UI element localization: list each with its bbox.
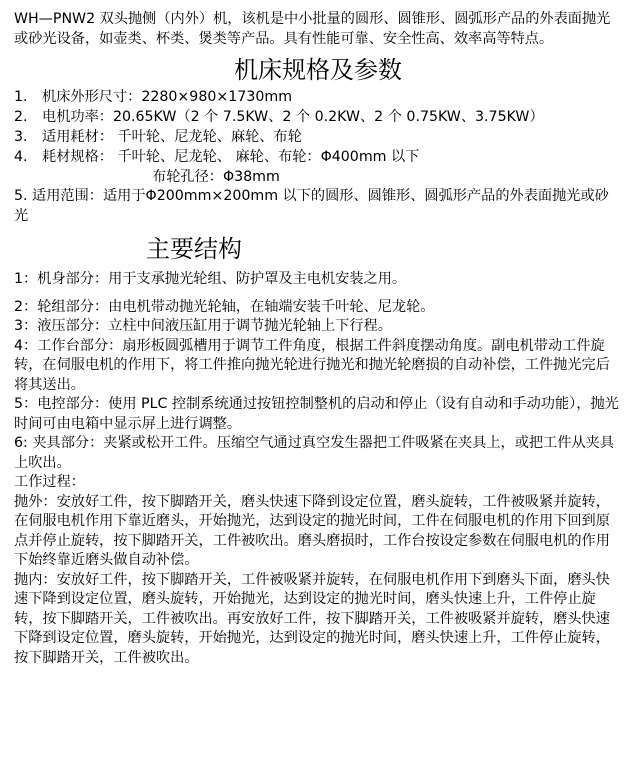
spacer: [14, 290, 622, 298]
spec-item: [14, 107, 622, 127]
specs-heading: 机床规格及参数: [234, 56, 402, 84]
spec-number: 2.: [14, 109, 28, 125]
structure-item: 2：轮组部分：由电机带动抛光轮轴，在轴端安装千叶轮、尼龙轮。: [14, 298, 435, 315]
structure-item: 1：机身部分：用于支承抛光轮组、防护罩及主电机安装之用。: [14, 271, 407, 287]
structure-list: [14, 270, 622, 668]
spec-item-5: 5. 适用范围：适用于Φ200mm×200mm 以下的圆形、圆锥形、圆弧形产品的外表面抛光或砂光: [14, 188, 609, 224]
structure-item: 3：液压部分：立柱中间液压缸用于调节抛光轮轴上下行程。: [14, 318, 392, 334]
spec-item-continuation: 布轮孔径：Φ38mm: [152, 169, 280, 185]
spec-item: [14, 147, 622, 167]
spec-number: 4.: [14, 149, 28, 165]
spec-item: [14, 127, 622, 147]
structure-item: 4：工作台部分：扇形板圆弧槽用于调节工件角度，根据工件斜度摆动角度。副电机带动工件旋转，在伺服电机的作用下，将工件推向抛光轮进行抛光和抛光轮磨损的自动补偿，工件抛光完后将其送出。: [14, 337, 610, 393]
process-outer: 抛外：安放好工件，按下脚踏开关，磨头快速下降到设定位置，磨头旋转，工件被吸紧并旋转，在伺服电机作用下靠近磨头，开始抛光，达到设定的抛光时间，工件在伺服电机的作用下回到原点并停止旋转，按下脚踏开关，工件被吹出。磨头磨损时，工作台按设定参数在伺服电机的作用下始终靠近磨头做自动补偿。: [14, 493, 610, 568]
intro-paragraph: WH—PNW2 双头抛侧（内外）机，该机是中小批量的圆形、圆锥形、圆弧形产品的外表面抛光或砂光设备，如壶类、杯类、煲类等产品。具有性能可靠、安全性高、效率高等特点。: [14, 11, 611, 47]
specs-list: [14, 87, 622, 226]
spec-text: 机床外形尺寸：2280×980×1730mm: [42, 89, 293, 105]
structure-item: 6: 夹具部分：夹紧或松开工件。压缩空气通过真空发生器把工件吸紧在夹具上，或把工件从夹具上吹出。: [14, 435, 615, 471]
spec-text: 电机功率：20.65KW（2 个 7.5KW、2 个 0.2KW、2 个 0.75KW、3.75KW）: [42, 109, 544, 125]
spec-text: 耗材规格： 千叶轮、尼龙轮、 麻轮、布轮：Φ400mm 以下: [42, 149, 420, 165]
process-inner: 抛内：安放好工件，按下脚踏开关，工件被吸紧并旋转，在伺服电机作用下到磨头下面，磨头快速下降到设定位置，磨头旋转，开始抛光，达到设定的抛光时间，磨头快速上升，工件停止旋转，按下脚踏开关，工件被吹出。再安放好工件，按下脚踏开关，工件被吸紧并旋转，磨头快速下降到设定位置，磨头旋转，开始抛光，达到设定的抛光时间，磨头快速上升，工件停止旋转，按下脚踏开关，工件被吹出。: [14, 571, 610, 666]
spec-item: [14, 87, 622, 107]
spec-number: 3.: [14, 129, 28, 145]
spec-number: 1.: [14, 89, 28, 105]
spec-text: 适用耗材： 千叶轮、尼龙轮、麻轮、布轮: [42, 129, 302, 145]
structure-item: 5：电控部分：使用 PLC 控制系统通过按钮控制整机的启动和停止（设有自动和手动功能），抛光时间可由电箱中显示屏上进行调整。: [14, 396, 619, 432]
structure-heading: 主要结构: [146, 235, 242, 263]
process-heading: 工作过程：: [14, 474, 85, 490]
